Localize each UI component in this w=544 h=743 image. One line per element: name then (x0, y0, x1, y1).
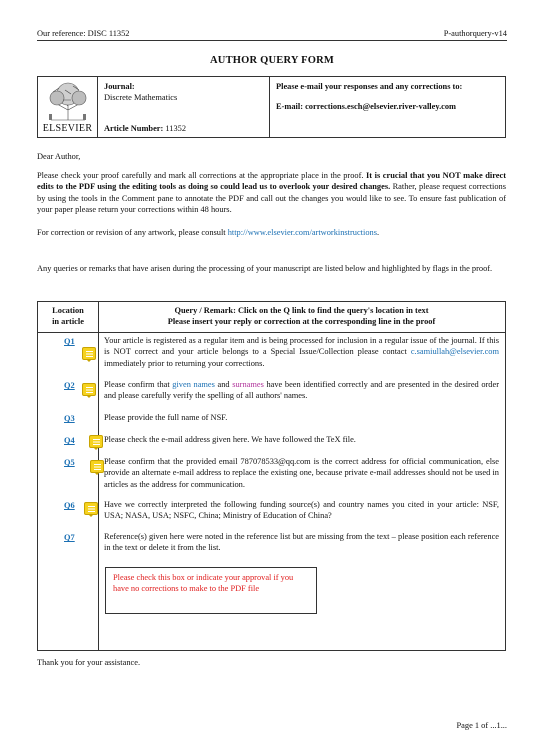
query-text-q5: Please confirm that the provided email 787078533@qq.com is the correct address for official communication, else provide an alternate e-mail address to replace the existing one, because private e-mail addresses should not be used in articles as the address for communication. (104, 457, 499, 489)
article-number-label: Article Number: (104, 123, 164, 133)
instructions-paragraph (37, 170, 506, 215)
journal-name: Discrete Mathematics (104, 93, 178, 103)
instructions-part-2: Rather, please request corrections by using the tools in the Comment pane to annotate the PDF and call out the changes you would like to see. To ensure fast publication of your paper please return your corrections within 48 hours. (37, 182, 507, 215)
given-names-highlight: given names (172, 380, 215, 389)
email-prompt: Please e-mail your responses and any corrections to: (276, 82, 463, 91)
artwork-text: For correction or revision of any artwork, please consult (37, 228, 226, 237)
query-text-q6: Have we correctly interpreted the following funding source(s) and country names you cited in your article: NSF, USA; NASA, USA; NSFC, China; Ministry of Education of China? (104, 500, 499, 521)
query-text-q2 (104, 379, 499, 402)
query-link-q4[interactable]: Q4 (64, 436, 75, 445)
query-q1-text-b: immediately prior to returning your corrections. (104, 358, 265, 368)
comment-note-icon[interactable] (89, 435, 103, 448)
form-code: P-authorquery-v14 (443, 29, 507, 38)
table-header-divider (38, 332, 505, 333)
form-title: AUTHOR QUERY FORM (210, 55, 334, 66)
query-link-q2[interactable]: Q2 (64, 381, 75, 390)
contact-cell (270, 77, 505, 137)
comment-note-icon[interactable] (82, 347, 96, 360)
journal-label: Journal: (104, 82, 135, 91)
elsevier-wordmark: ELSEVIER (42, 122, 93, 134)
page-number: Page 1 of ...1... (456, 721, 507, 730)
queries-intro: Any queries or remarks that have arisen during the processing of your manuscript are listed below and highlighted by flags in the proof. (37, 264, 493, 273)
comment-note-icon[interactable] (90, 460, 104, 473)
location-header (38, 305, 98, 328)
query-link-q6[interactable]: Q6 (64, 501, 75, 510)
comment-note-icon[interactable] (84, 502, 98, 515)
instructions-warning: It is crucial that you NOT make direct edits to the PDF using the editing tools as doing so could lead us to overlook your desired changes. (37, 171, 507, 192)
location-header-line-1: Location (52, 306, 84, 315)
instructions-part-1: Please check your proof carefully and mark all corrections at the appropriate place in the proof. (37, 171, 364, 180)
query-q2-mid: and (214, 380, 233, 389)
table-column-divider (98, 302, 99, 650)
query-link-q7[interactable]: Q7 (64, 533, 75, 542)
location-header-line-2: in article (52, 317, 84, 327)
query-text-q4: Please check the e-mail address given here. We have followed the TeX file. (104, 435, 356, 444)
query-table (37, 301, 506, 651)
query-link-q3[interactable]: Q3 (64, 414, 75, 423)
query-q2-text-a: Please confirm that (104, 380, 173, 389)
article-number-line (104, 123, 186, 134)
query-header (98, 305, 505, 328)
comment-note-icon[interactable] (82, 383, 96, 396)
artwork-paragraph (37, 227, 506, 238)
journal-info-box (37, 76, 506, 138)
journal-cell (98, 77, 270, 137)
article-number: 11352 (165, 123, 187, 133)
query-link-q5[interactable]: Q5 (64, 458, 75, 467)
header-divider (37, 40, 507, 41)
query-header-line-1: Query / Remark: Click on the Q link to find the query's location in text (174, 306, 429, 315)
artwork-instructions-link[interactable]: http://www.elsevier.com/artworkinstructions (227, 228, 377, 237)
email-address[interactable]: corrections.esch@elsevier.river-valley.com (305, 102, 457, 112)
contact-email-link[interactable]: c.samiullah@elsevier.com (410, 347, 499, 357)
query-header-line-2: Please insert your reply or correction at the corresponding line in the proof (167, 317, 436, 327)
artwork-period: . (376, 228, 380, 237)
elsevier-tree-icon (43, 80, 93, 122)
email-line (276, 101, 499, 112)
thank-you-note: Thank you for your assistance. (37, 658, 141, 667)
query-text-q3: Please provide the full name of NSF. (104, 413, 228, 422)
query-link-q1[interactable]: Q1 (64, 337, 75, 346)
our-reference: Our reference: DISC 11352 (37, 29, 130, 38)
elsevier-logo (38, 77, 98, 137)
query-text-q7: Reference(s) given here were noted in the reference list but are missing from the text – please position each reference in the text or delete it from the list. (104, 532, 499, 553)
email-label: E-mail: (276, 102, 303, 112)
surnames-highlight: surnames (232, 380, 264, 389)
greeting: Dear Author, (37, 152, 81, 161)
query-q2-text-b: have been identified correctly and are presented in the desired order and please carefully verify the spelling of all authors' names. (104, 380, 499, 401)
query-q1-text-a: Your article is registered as a regular item and is being processed for inclusion in a regular issue of the journal. If this is NOT correct and your article belongs to a Special Issue/Collection please contact (104, 336, 499, 357)
approval-checkbox[interactable]: Please check this box or indicate your approval if you have no corrections to make to the PDF file (105, 567, 317, 614)
page-header (37, 28, 507, 39)
query-text-q1 (104, 335, 499, 369)
